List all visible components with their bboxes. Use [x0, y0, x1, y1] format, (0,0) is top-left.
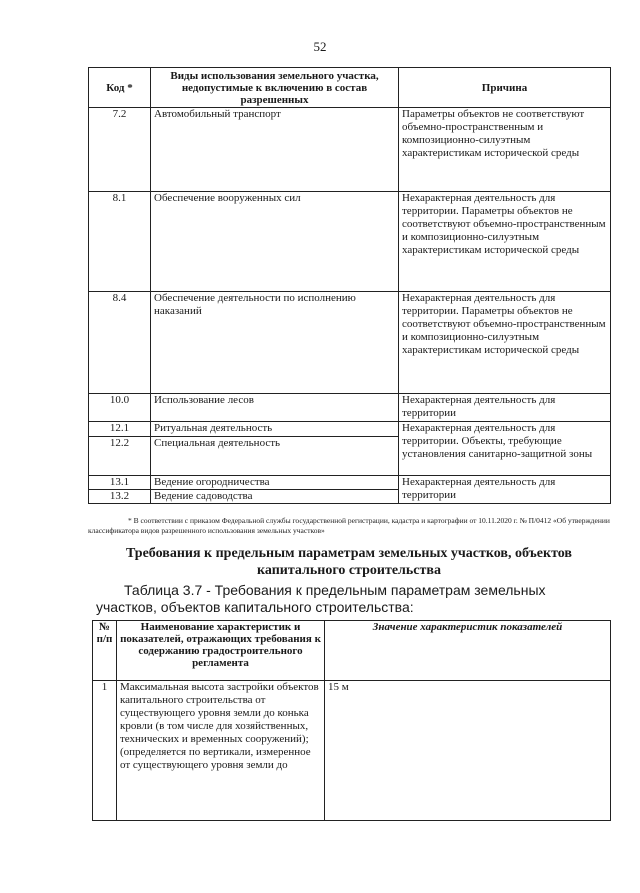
row-use-name: Обеспечение деятельности по исполнению наказаний	[151, 292, 399, 394]
row-reason: Нехарактерная деятельность для территории	[399, 394, 611, 422]
prohibited-uses-table	[88, 67, 611, 504]
row-use-name: Обеспечение вооруженных сил	[151, 192, 399, 292]
header-reason: Причина	[399, 68, 611, 108]
footnote: * В соответствии с приказом Федеральной службы государственной регистрации, кадастра и картографии от 10.11.2020 г. № П/0412 «Об утверждении классификатора видов разрешенного использования земельных участков»	[88, 516, 610, 535]
row-reason-merged: Нехарактерная деятельность для территории	[399, 476, 611, 504]
row-code: 13.2	[89, 490, 151, 504]
row-use-name: Ведение огородничества	[151, 476, 399, 490]
section-heading: Требования к предельным параметрам земельных участков, объектов капитального строительства	[126, 546, 572, 578]
row-code: 7.2	[89, 108, 151, 192]
table-row	[89, 422, 611, 437]
row-use-name: Ритуальная деятельность	[151, 422, 399, 437]
table-row	[89, 108, 611, 192]
row-reason: Нехарактерная деятельность для территории. Параметры объектов не соответствуют объемно-пространственным и композиционно-силуэтным характеристикам исторической среды	[399, 192, 611, 292]
row-characteristic: Максимальная высота застройки объектов капитального строительства от существующего уровня земли до конька кровли (в том числе для хозяйственных, технических и временных сооружений); (определяется по вертикали, измеренное от существующего уровня земли до	[117, 681, 325, 821]
row-code: 8.4	[89, 292, 151, 394]
row-code: 8.1	[89, 192, 151, 292]
row-reason: Параметры объектов не соответствуют объемно-пространственным и композиционно-силуэтным характеристикам исторической среды	[399, 108, 611, 192]
row-code: 12.1	[89, 422, 151, 437]
row-value: 15 м	[325, 681, 611, 821]
row-number: 1	[93, 681, 117, 821]
table-row	[89, 292, 611, 394]
row-code: 13.1	[89, 476, 151, 490]
header-value: Значение характеристик показателей	[325, 621, 611, 681]
header-use-type: Виды использования земельного участка, недопустимые к включению в состав разрешенных	[151, 68, 399, 108]
row-code: 10.0	[89, 394, 151, 422]
row-use-name: Использование лесов	[151, 394, 399, 422]
row-use-name: Ведение садоводства	[151, 490, 399, 504]
row-reason-merged: Нехарактерная деятельность для территории. Объекты, требующие установления санитарно-защитной зоны	[399, 422, 611, 476]
table-row	[93, 681, 611, 821]
row-use-name: Специальная деятельность	[151, 437, 399, 476]
table-caption: Таблица 3.7 - Требования к предельным параметрам земельных участков, объектов капитального строительства:	[96, 582, 546, 615]
header-characteristic: Наименование характеристик и показателей, отражающих требования к содержанию градостроительного регламента	[117, 621, 325, 681]
table-row	[89, 192, 611, 292]
parameters-table	[92, 620, 611, 821]
row-reason: Нехарактерная деятельность для территории. Параметры объектов не соответствуют объемно-пространственным и композиционно-силуэтным характеристикам исторической среды	[399, 292, 611, 394]
table-row	[89, 476, 611, 490]
header-code: Код *	[89, 68, 151, 108]
row-use-name: Автомобильный транспорт	[151, 108, 399, 192]
header-number: № п/п	[93, 621, 117, 681]
row-code: 12.2	[89, 437, 151, 476]
table-row	[89, 394, 611, 422]
page-number: 52	[313, 39, 327, 54]
